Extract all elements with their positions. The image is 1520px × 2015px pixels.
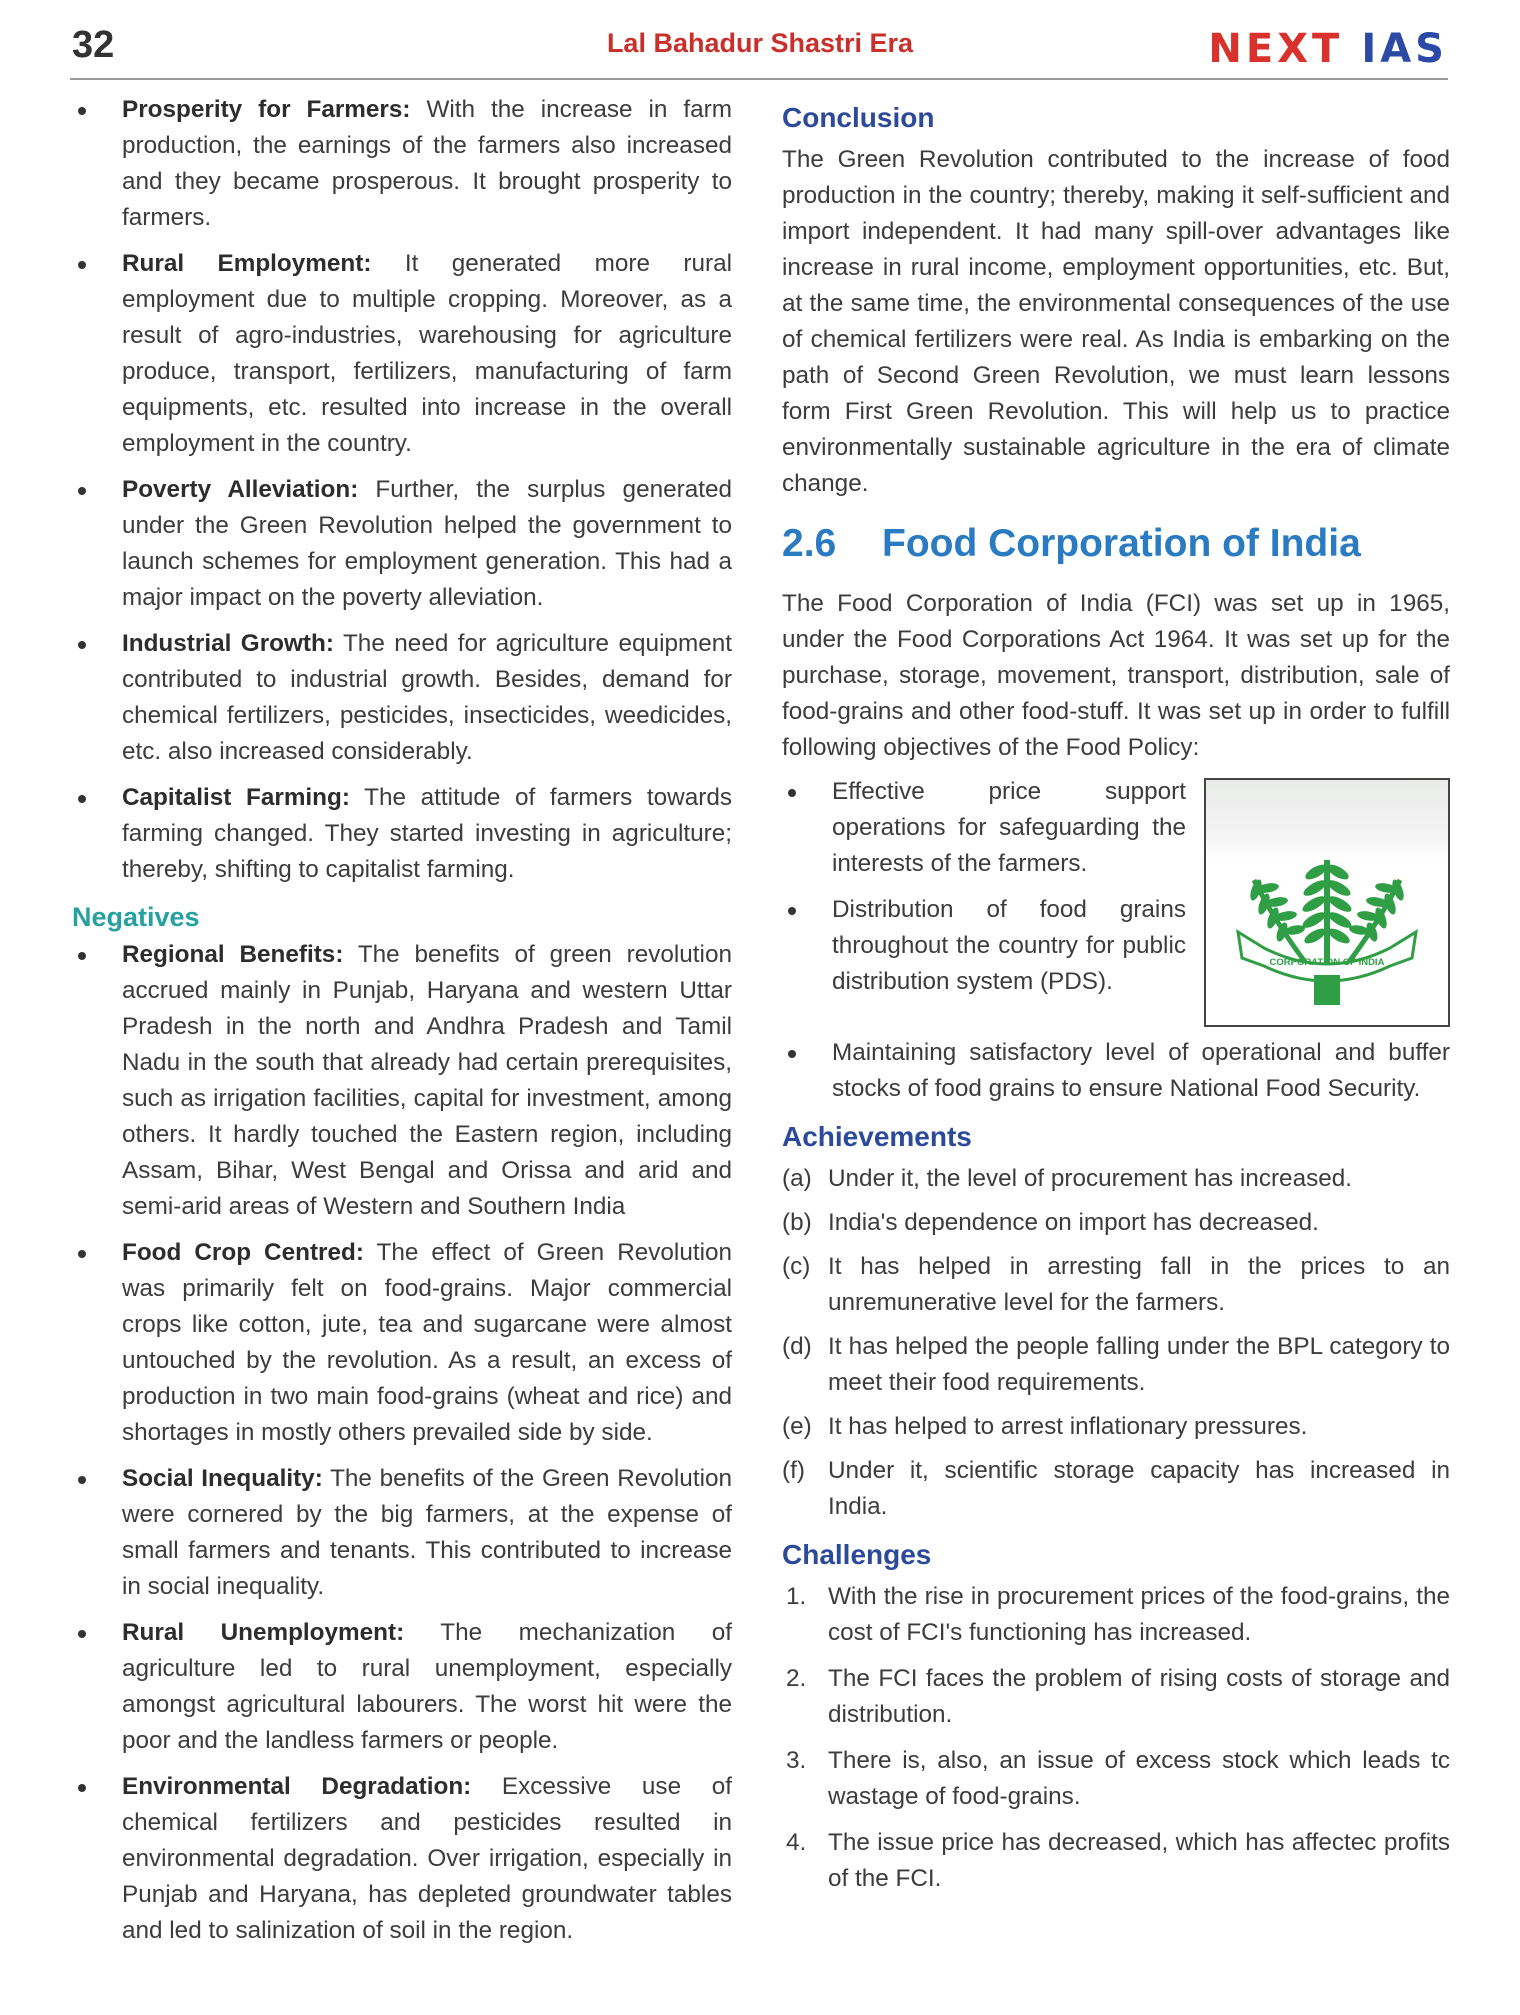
item-marker: 4.: [786, 1829, 807, 1856]
page-number: 32: [72, 24, 115, 66]
brand-ias: IAS: [1361, 26, 1448, 72]
item-marker: (c): [782, 1253, 811, 1280]
item-text: The mechanization of agriculture led to rural unemployment, especially amongst agricultural labourers. The worst hit were the poor and the landless farmers or people.: [122, 1619, 732, 1754]
list-item: [782, 1743, 1450, 1815]
list-item: [72, 937, 732, 1225]
item-marker: 3.: [786, 1747, 807, 1774]
item-marker: 2.: [786, 1665, 807, 1692]
item-marker: (f): [782, 1457, 805, 1484]
negatives-heading: Negatives: [72, 902, 200, 932]
item-term: Industrial Growth:: [122, 630, 334, 657]
item-text: Under it, the level of procurement has increased.: [828, 1165, 1353, 1192]
item-term: Regional Benefits:: [122, 941, 344, 968]
list-item: [782, 1161, 1450, 1197]
positives-list: [72, 92, 732, 888]
list-item: [72, 472, 732, 616]
conclusion-paragraph: The Green Revolution contributed to the increase of food production in the country; thereby, making it self-sufficient and import independent. It had many spill-over advantages like increase in rural income, employment opportunities, etc. But, at the same time, the environmental consequences of the use of chemical fertilizers were real. As India is embarking on the path of Second Green Revolution, we must learn lessons form First Green Revolution. This will help us to practice environmentally sustainable agriculture in the era of climate change.: [782, 146, 1450, 497]
item-text: The benefits of the Green Revolution were cornered by the big farmers, at the expense of small farmers and tenants. This contributed to increase in social inequality.: [122, 1465, 732, 1600]
list-item: [782, 1453, 1450, 1525]
logo-ribbon-text: CORPORATION OF INDIA: [1269, 957, 1385, 968]
item-text: Excessive use of chemical fertilizers and pesticides resulted in environmental degradation. Over irrigation, especially in Punjab and Haryana, has depleted groundwater tables and led to salinization of soil in the region.: [122, 1773, 732, 1944]
achievements-heading: Achievements: [782, 1121, 972, 1152]
fci-intro-paragraph: The Food Corporation of India (FCI) was set up in 1965, under the Food Corporations Act 1964. It was set up for the purchase, storage, movement, transport, distribution, sale of food-grains and other food-stuff. It was set up in order to fulfill following objectives of the Food Policy:: [782, 590, 1450, 761]
list-item: [72, 1235, 732, 1451]
right-column: [782, 92, 1450, 1907]
running-title: Lal Bahadur Shastri Era: [606, 28, 914, 58]
item-term: Food Crop Centred:: [122, 1239, 364, 1266]
item-term: Prosperity for Farmers:: [122, 96, 411, 123]
list-item: Effective price support operations for safeguarding the interests of the farmers.: [782, 774, 1450, 882]
list-item: [782, 1329, 1450, 1401]
list-item: [782, 1825, 1450, 1897]
list-item: [72, 780, 732, 888]
item-marker: (b): [782, 1209, 812, 1236]
objectives-list: [782, 774, 1450, 1107]
item-text: The attitude of farmers towards farming changed. They started investing in agriculture; thereby, shifting to capitalist farming.: [122, 784, 732, 883]
section-title-text: Food Corporation of India: [882, 522, 1361, 565]
section-title: [782, 522, 1450, 566]
item-marker: (e): [782, 1413, 812, 1440]
item-text: The need for agriculture equipment contributed to industrial growth. Besides, demand for chemical fertilizers, pesticides, insecticides, weedicides, etc. also increased considerably.: [122, 630, 732, 765]
item-text: The FCI faces the problem of rising costs of storage and distribution.: [828, 1665, 1450, 1728]
list-item: [782, 1661, 1450, 1733]
item-term: Environmental Degradation:: [122, 1773, 472, 1800]
list-item: [782, 1205, 1450, 1241]
item-text: The effect of Green Revolution was primarily felt on food-grains. Major commercial crops like cotton, jute, tea and sugarcane were almost untouched by the revolution. As a result, an excess of production in two main food-grains (wheat and rice) and shortages in mostly others prevailed side by side.: [122, 1239, 733, 1446]
item-term: Capitalist Farming:: [122, 784, 350, 811]
item-text: It generated more rural employment due to multiple cropping. Moreover, as a result of agro-industries, warehousing for agriculture produce, transport, fertilizers, manufacturing of farm equipments, etc. resulted into increase in the overall employment in the country.: [122, 250, 732, 457]
item-text: The benefits of green revolution accrued mainly in Punjab, Haryana and western Uttar Pradesh in the north and Andhra Pradesh and Tamil Nadu in the south that already had certain prerequisites, such as irrigation facilities, capital for investment, among others. It hardly touched the Eastern region, including Assam, Bihar, West Bengal and Orissa and arid and semi-arid areas of Western and Southern India: [122, 941, 732, 1220]
challenges-heading: Challenges: [782, 1539, 932, 1570]
item-text: It has helped in arresting fall in the prices to an unremunerative level for the farmers.: [828, 1253, 1450, 1316]
left-column: [72, 92, 732, 1959]
item-text: The issue price has decreased, which has affectec profits of the FCI.: [828, 1829, 1450, 1892]
list-item: [72, 1769, 732, 1949]
item-marker: 1.: [786, 1583, 807, 1610]
list-item: [782, 1579, 1450, 1651]
item-term: Rural Unemployment:: [122, 1619, 405, 1646]
item-text: Under it, scientific storage capacity has increased in India.: [828, 1457, 1450, 1520]
negatives-list: [72, 937, 732, 1949]
achievements-list: [782, 1161, 1450, 1525]
section-number: 2.6: [782, 522, 837, 565]
list-item: [782, 1249, 1450, 1321]
item-marker: (a): [782, 1165, 812, 1192]
item-text: India's dependence on import has decreased.: [828, 1209, 1319, 1236]
item-term: Poverty Alleviation:: [122, 476, 359, 503]
list-item: Distribution of food grains throughout the country for public distribution system (PDS).: [782, 892, 1450, 1000]
item-text: It has helped to arrest inflationary pressures.: [828, 1413, 1308, 1440]
conclusion-heading: Conclusion: [782, 102, 935, 133]
item-term: Social Inequality:: [122, 1465, 323, 1492]
header-rule: [70, 78, 1448, 80]
list-item: [72, 1461, 732, 1605]
item-text: It has helped the people falling under the BPL category to meet their food requirements.: [828, 1333, 1450, 1396]
brand-logo: [1208, 26, 1448, 72]
item-text: With the increase in farm production, the earnings of the farmers also increased and they became prosperous. It brought prosperity to farmers.: [122, 96, 732, 231]
item-text: There is, also, an issue of excess stock which leads tc wastage of food-grains.: [828, 1747, 1450, 1810]
item-marker: (d): [782, 1333, 812, 1360]
item-text: Further, the surplus generated under the Green Revolution helped the government to launch schemes for employment generation. This had a major impact on the poverty alleviation.: [122, 476, 732, 611]
list-item: [72, 92, 732, 236]
brand-next: NEXT: [1208, 26, 1344, 72]
list-item: Maintaining satisfactory level of operational and buffer stocks of food grains to ensure National Food Security.: [782, 1035, 1450, 1107]
list-item: [72, 1615, 732, 1759]
list-item: [72, 246, 732, 462]
item-term: Rural Employment:: [122, 250, 372, 277]
item-text: With the rise in procurement prices of the food-grains, the cost of FCI's functioning has increased.: [828, 1583, 1450, 1646]
list-item: [72, 626, 732, 770]
list-item: [782, 1409, 1450, 1445]
challenges-list: [782, 1579, 1450, 1897]
